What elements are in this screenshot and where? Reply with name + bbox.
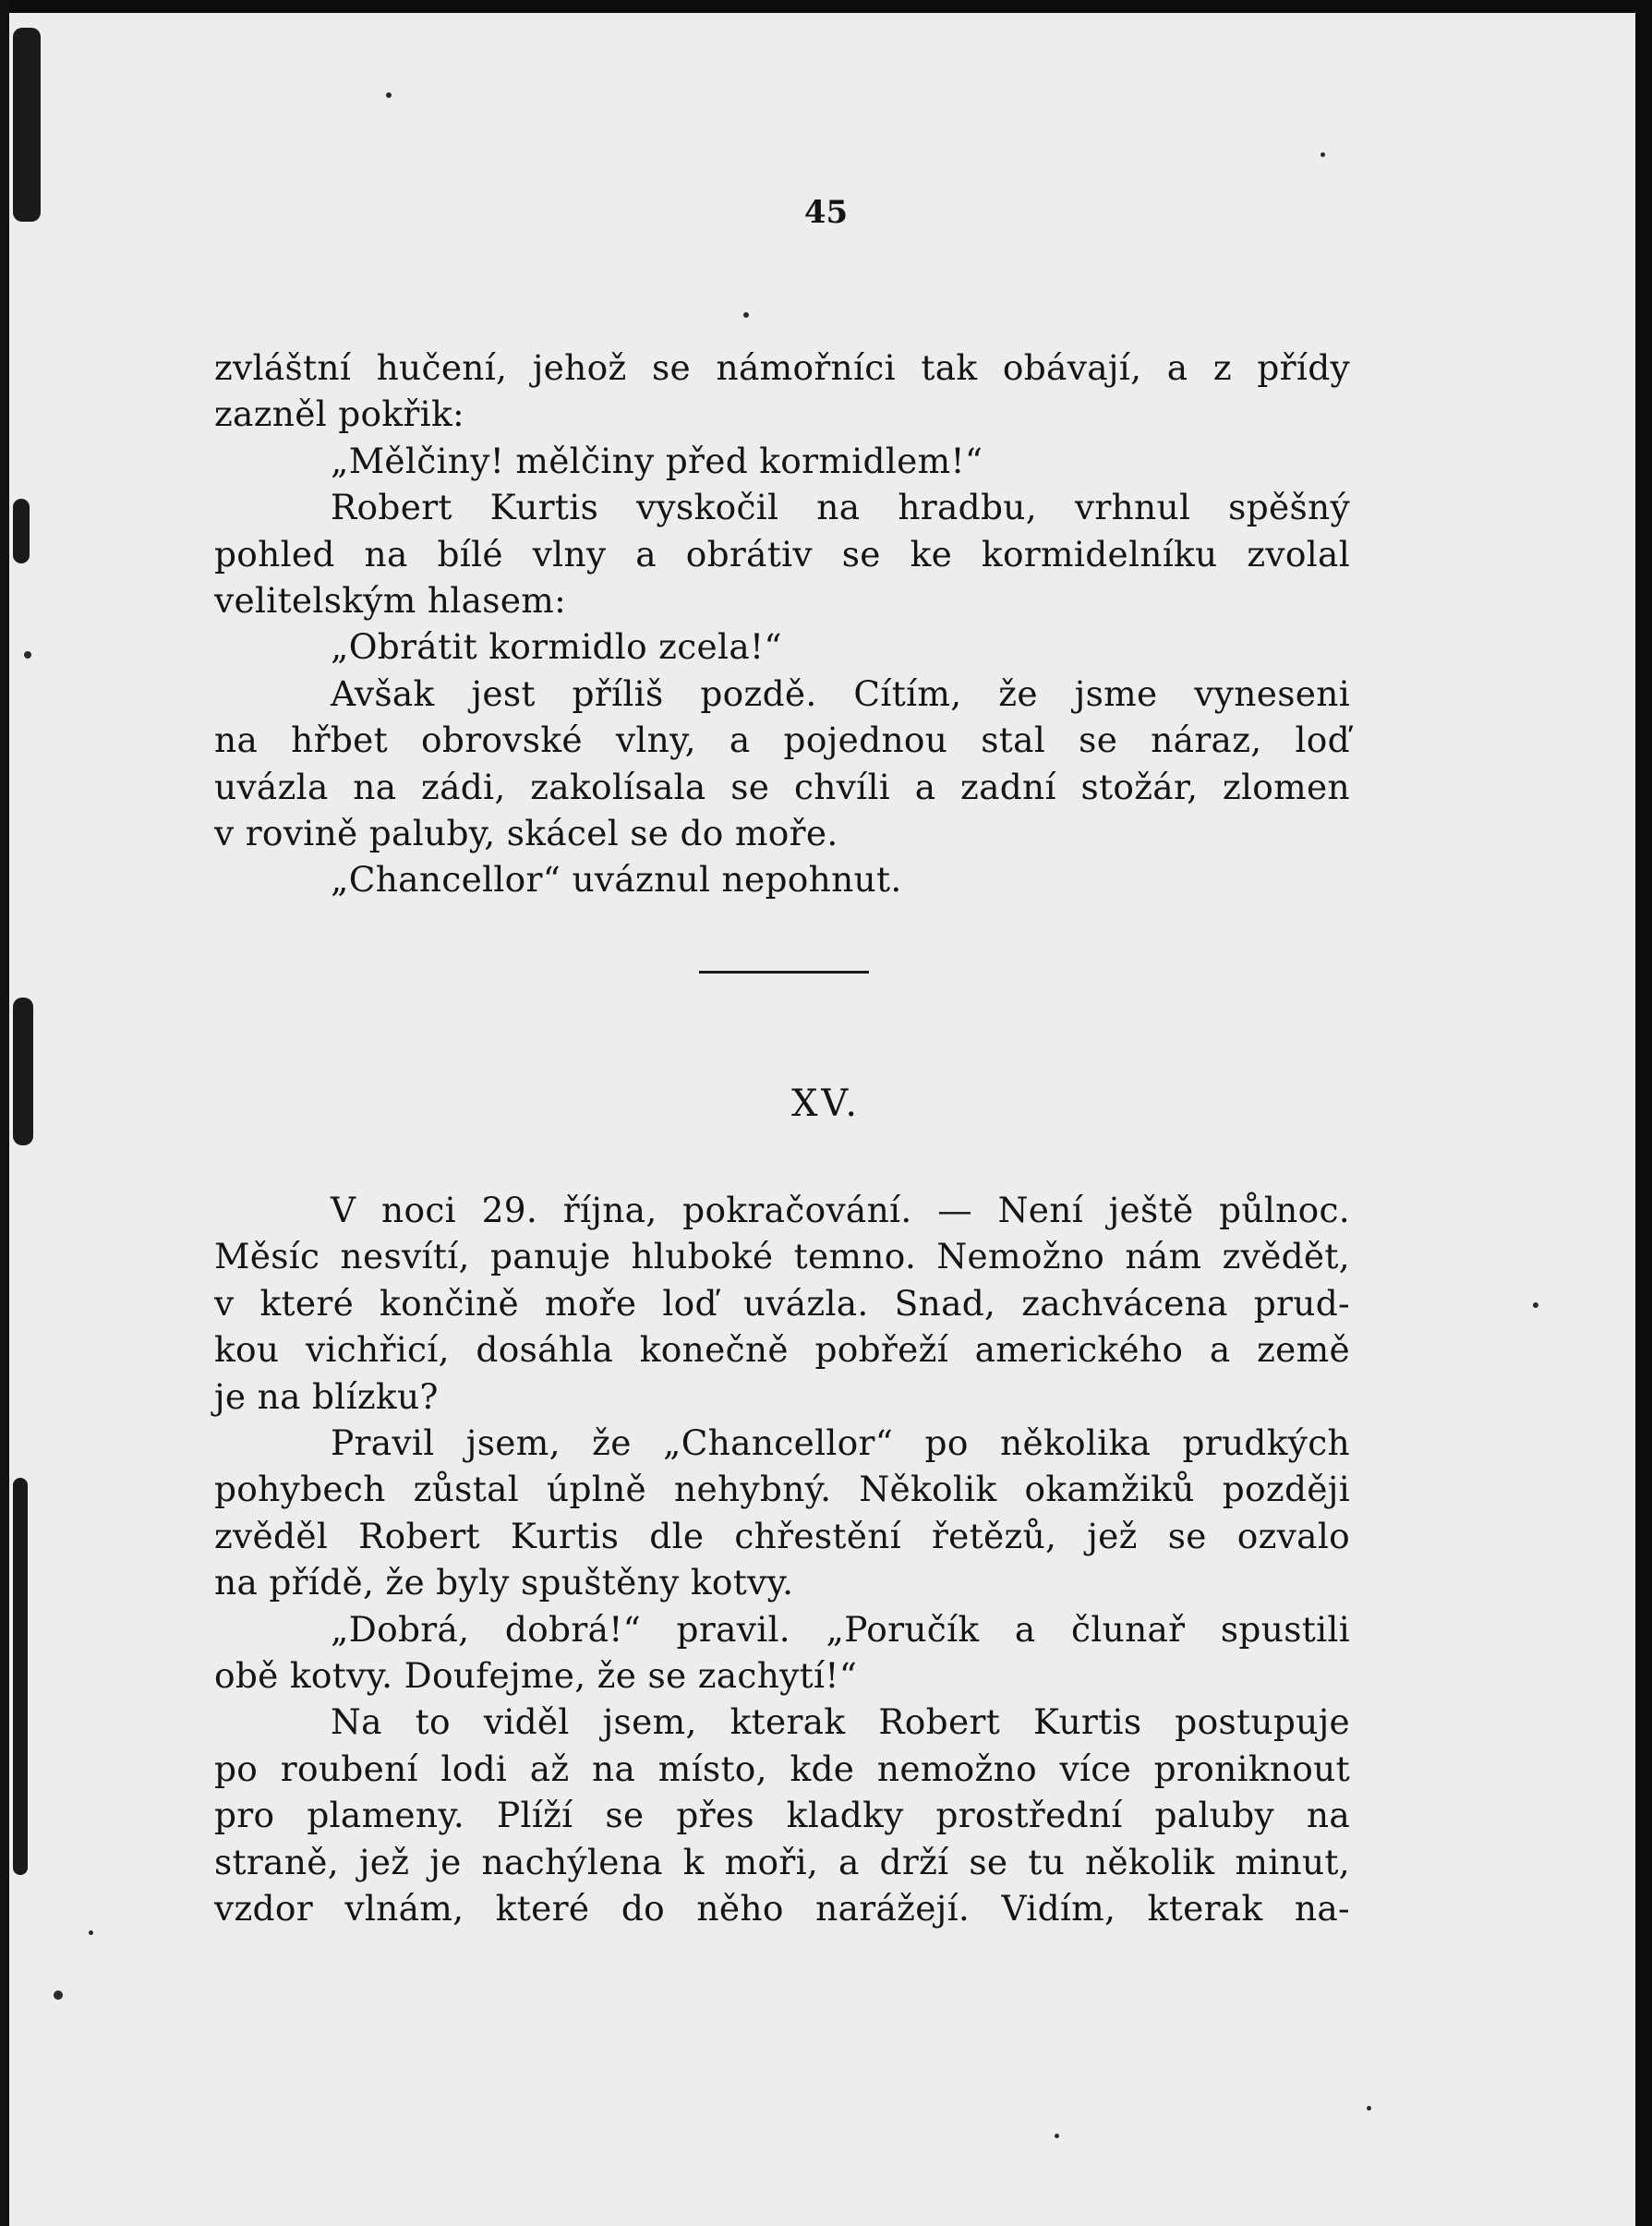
section-2-text bbox=[214, 1187, 1350, 1932]
text-line: uvázla na zádi, zakolísala se chvíli a zadní stožár, zlomen bbox=[214, 766, 1350, 807]
text-line: pro plameny. Plíží se přes kladky prostřední paluby na bbox=[214, 1795, 1350, 1836]
text-line: pohled na bílé vlny a obrátiv se ke kormidelníku zvolal bbox=[214, 533, 1350, 575]
text-line: vzdor vlnám, které do něho narážejí. Vidím, kterak na- bbox=[214, 1888, 1350, 1930]
text-line: V noci 29. října, pokračování. — Není ještě půlnoc. bbox=[331, 1190, 1350, 1230]
text-line: Avšak jest příliš pozdě. Cítím, že jsme vyneseni bbox=[331, 672, 1350, 714]
text-line: zazněl pokřik: bbox=[214, 393, 464, 435]
text-line: Měsíc nesvítí, panuje hluboké temno. Nemožno nám zvědět, bbox=[214, 1236, 1350, 1277]
dialogue-line: „Obrátit kormidlo zcela!“ bbox=[331, 626, 782, 668]
text-line: na hřbet obrovské vlny, a pojednou stal se náraz, loď bbox=[214, 720, 1350, 761]
text-line: straně, jež je nachýlena k moři, a drží se tu několik minut, bbox=[214, 1841, 1350, 1882]
scan-speck bbox=[743, 312, 749, 318]
text-line: v které končině moře loď uvázla. Snad, zachvácena prud- bbox=[214, 1282, 1350, 1324]
text-line: zvláštní hučení, jehož se námořníci tak obávají, a z přídy bbox=[214, 347, 1350, 388]
text-line: na přídě, že byly spuštěny kotvy. bbox=[214, 1562, 794, 1603]
page-number: 45 bbox=[803, 194, 849, 231]
binding-shadow bbox=[13, 499, 30, 563]
binding-shadow bbox=[13, 28, 41, 222]
text-line: velitelským hlasem: bbox=[214, 580, 567, 622]
scan-speck bbox=[1055, 2134, 1059, 2138]
section-1-text bbox=[214, 345, 1350, 903]
scan-border-top bbox=[0, 0, 1652, 13]
text-line: je na blízku? bbox=[214, 1375, 439, 1417]
scan-speck bbox=[54, 1990, 63, 2000]
chapter-heading: XV. bbox=[790, 1083, 862, 1125]
scan-speck bbox=[1367, 2106, 1371, 2111]
scan-speck bbox=[1320, 152, 1325, 157]
dialogue-line: „Dobrá, dobrá!“ pravil. „Poručík a člunař spustili bbox=[331, 1608, 1350, 1650]
scan-speck bbox=[24, 651, 31, 659]
scan-speck bbox=[386, 92, 392, 98]
section-divider bbox=[699, 971, 869, 974]
dialogue-line: „Mělčiny! mělčiny před kormidlem!“ bbox=[331, 440, 983, 481]
text-line: zvěděl Robert Kurtis dle chřestění řetězů, jež se ozvalo bbox=[214, 1515, 1350, 1556]
text-line: Pravil jsem, že „Chancellor“ po několika prudkých bbox=[331, 1422, 1350, 1464]
scan-speck bbox=[89, 1930, 93, 1935]
text-line: „Chancellor“ uváznul nepohnut. bbox=[331, 859, 902, 901]
text-line: kou vichřicí, dosáhla konečně pobřeží amerického a země bbox=[214, 1329, 1350, 1371]
text-line: po roubení lodi až na místo, kde nemožno více proniknout bbox=[214, 1748, 1350, 1789]
text-line: Na to viděl jsem, kterak Robert Kurtis postupuje bbox=[331, 1701, 1350, 1743]
scan-speck bbox=[1533, 1302, 1538, 1308]
text-line: Robert Kurtis vyskočil na hradbu, vrhnul spěšný bbox=[331, 487, 1350, 528]
text-line: v rovině paluby, skácel se do moře. bbox=[214, 813, 838, 854]
text-line: pohybech zůstal úplně nehybný. Několik okamžiků později bbox=[214, 1469, 1350, 1510]
dialogue-line: obě kotvy. Doufejme, že se zachytí!“ bbox=[214, 1655, 858, 1697]
binding-shadow bbox=[13, 1478, 28, 1875]
